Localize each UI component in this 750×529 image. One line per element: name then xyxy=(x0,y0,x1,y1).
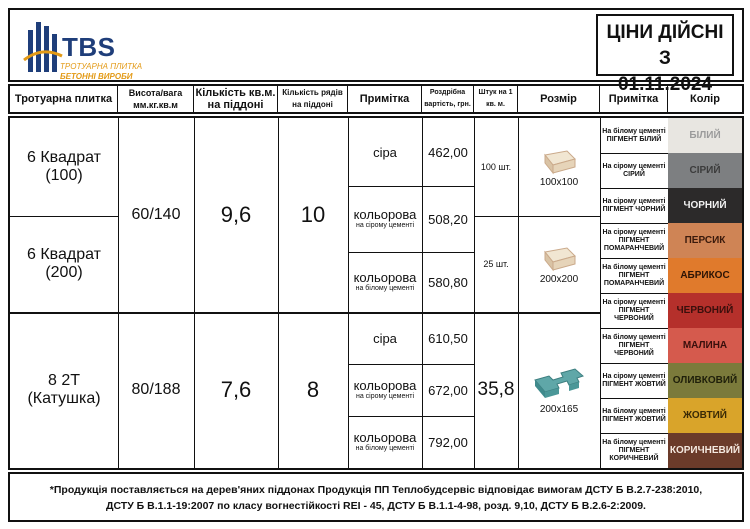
header-rows: Кількість рядів на піддоні xyxy=(278,86,348,112)
table-header xyxy=(8,84,744,114)
variant-6: кольорова на білому цементі xyxy=(353,430,417,452)
price-5: 672,00 xyxy=(428,382,468,398)
color-swatch-7: МАЛИНА xyxy=(668,328,742,363)
price-validity-box xyxy=(596,14,734,95)
price-1: 462,00 xyxy=(428,144,468,160)
variant-3: кольорова на білому цементі xyxy=(353,270,417,292)
color-note-7: На білому цементі ПІГМЕНТ ЧЕРВОНИЙ xyxy=(602,333,666,357)
group1-height-weight: 60/140 xyxy=(131,206,181,223)
price-validity-date: 01.11.2024 xyxy=(617,74,713,95)
color-swatch-10: КОРИЧНЕВИЙ xyxy=(668,433,742,468)
tile-square-small-image xyxy=(539,147,579,177)
size-cell-2: 200x200 xyxy=(518,216,600,312)
product-name-2: 6 Квадрат (200) xyxy=(27,246,101,281)
price-4: 610,50 xyxy=(428,330,468,346)
group1-sqm: 9,6 xyxy=(220,202,252,227)
color-swatch-5: АБРИКОС xyxy=(668,258,742,293)
header-tile: Тротуарна плитка xyxy=(10,86,118,112)
product-name-3: 8 2Т (Катушка) xyxy=(27,372,101,407)
color-swatch-1: БІЛИЙ xyxy=(668,118,742,153)
variant-1: сіра xyxy=(373,144,397,160)
header-banner xyxy=(8,8,744,95)
header-price: Роздрібна вартість, грн. xyxy=(422,86,474,112)
color-note-10: На білому цементі ПІГМЕНТ КОРИЧНЕВИЙ xyxy=(602,438,666,462)
table-body xyxy=(8,116,744,470)
variant-4: сіра xyxy=(373,330,397,346)
group2-rows: 8 xyxy=(306,377,320,402)
header-size: Розмір xyxy=(518,86,600,112)
color-note-6: На сірому цементі ПІГМЕНТ ЧЕРВОНИЙ xyxy=(602,298,666,322)
color-swatch-9: ЖОВТИЙ xyxy=(668,398,742,433)
price-6: 792,00 xyxy=(428,434,468,450)
footer-line-2: ДСТУ Б В.1.1-19:2007 по класу вогнестійкості REI - 45, ДСТУ Б В.1.1-4-98, розд. 9,10, ДСТУ Б В.2.6-2:2009. xyxy=(106,500,646,512)
color-note-2: На сірому цементі СІРИЙ xyxy=(602,162,666,178)
color-note-9: На білому цементі ПІГМЕНТ ЖОВТИЙ xyxy=(602,407,666,423)
header-note: Примітка xyxy=(348,86,422,112)
color-note-8: На сірому цементі ПІГМЕНТ ЖОВТИЙ xyxy=(602,372,666,388)
color-swatch-2: СІРИЙ xyxy=(668,153,742,188)
tile-katushka-image xyxy=(529,366,589,404)
header-pcs: Штук на 1 кв. м. xyxy=(474,86,518,112)
color-note-3: На сірому цементі ПІГМЕНТ ЧОРНИЙ xyxy=(602,197,666,213)
size-cell-1: 100x100 xyxy=(518,118,600,216)
header-sqm: Кількість кв.м. на піддоні xyxy=(194,86,278,112)
color-swatch-8: ОЛИВКОВИЙ xyxy=(668,363,742,398)
brand-subtitle-1: ТРОТУАРНА ПЛИТКА xyxy=(60,62,143,71)
price-3: 580,80 xyxy=(428,274,468,290)
color-swatch-6: ЧЕРВОНИЙ xyxy=(668,293,742,328)
group2-height-weight: 80/188 xyxy=(131,381,181,398)
color-note-4: На сірому цементі ПІГМЕНТ ПОМАРАНЧЕВИЙ xyxy=(602,228,666,252)
header-note2: Примітка xyxy=(600,86,668,112)
color-swatch-4: ПЕРСИК xyxy=(668,223,742,258)
pcs-2: 25 шт. xyxy=(483,259,509,269)
group1-rows: 10 xyxy=(300,202,326,227)
header-color: Колір xyxy=(690,93,720,105)
price-2: 508,20 xyxy=(428,211,468,227)
color-note-5: На білому цементі ПІГМЕНТ ПОМАРАНЧЕВИЙ xyxy=(602,263,666,287)
group2-sqm: 7,6 xyxy=(220,377,252,402)
pcs-1: 100 шт. xyxy=(480,162,512,172)
size-cell-3: 200x165 xyxy=(518,312,600,468)
footer-line-1: *Продукція поставляється на дерев'яних піддонах Продукція ПП Теплобудсервіс відповідає вимогам ДСТУ Б В.2.7-238:2010, xyxy=(49,484,703,496)
variant-2: кольорова на сірому цементі xyxy=(353,207,417,229)
variant-5: кольорова на сірому цементі xyxy=(353,378,417,400)
product-name-1: 6 Квадрат (100) xyxy=(27,149,101,184)
brand-subtitle-2: БЕТОННІ ВИРОБИ xyxy=(60,72,133,81)
tile-square-large-image xyxy=(539,244,579,274)
footer-note xyxy=(8,472,744,522)
brand-name: TBS xyxy=(62,32,116,62)
header-height: Висота/вага мм.кг.кв.м xyxy=(118,86,194,112)
color-note-1: На білому цементі ПІГМЕНТ БІЛИЙ xyxy=(602,127,666,143)
pcs-3: 35,8 xyxy=(477,379,515,400)
color-swatch-3: ЧОРНИЙ xyxy=(668,188,742,223)
price-validity-label: ЦІНИ ДІЙСНІ З xyxy=(606,22,724,69)
